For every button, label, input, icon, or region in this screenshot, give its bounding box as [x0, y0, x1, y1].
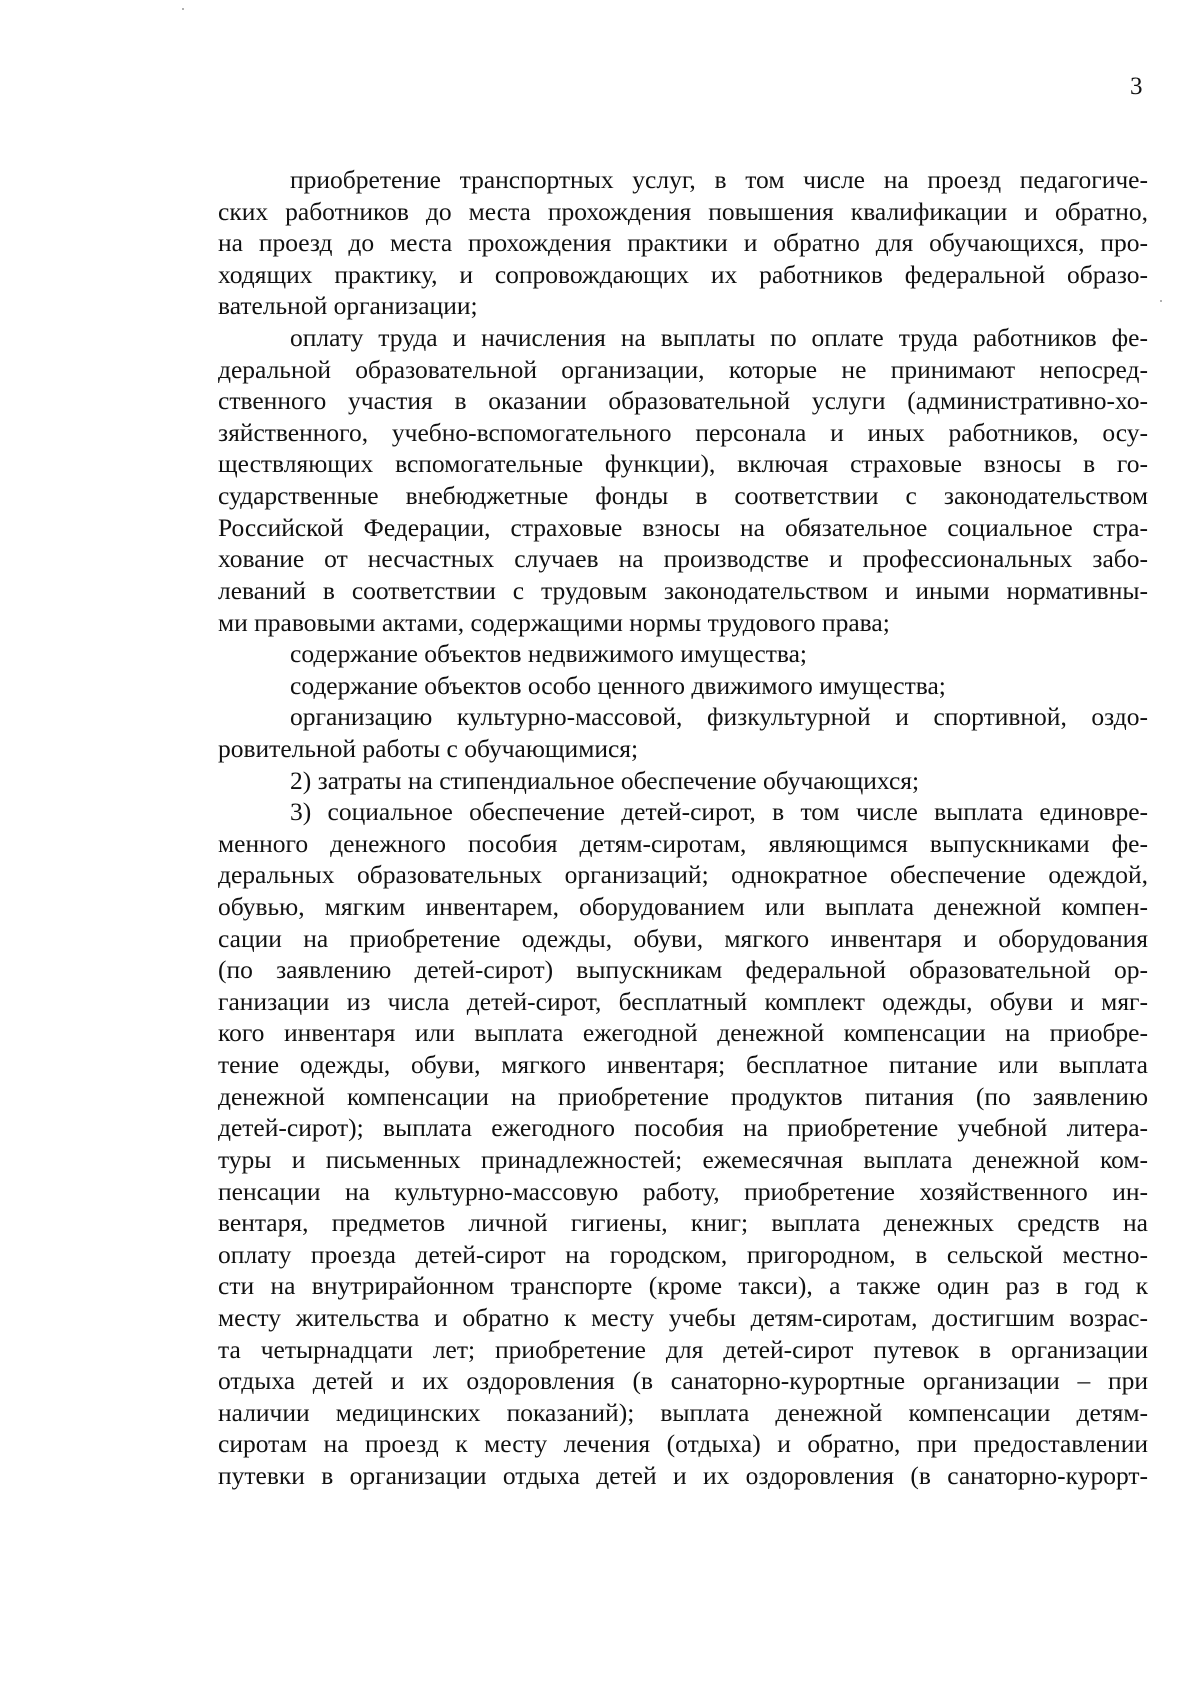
text-line: деральных образовательных организаций; однократное обеспечение одеждой, — [218, 860, 1148, 890]
scan-speck — [182, 8, 184, 10]
text-line: вательной организации; — [218, 291, 478, 321]
text-line: сации на приобретение одежды, обуви, мягкого инвентаря и оборудования — [218, 923, 1148, 953]
scan-speck — [1160, 300, 1162, 302]
text-line: 3) социальное обеспечение детей-сирот, в том числе выплата единовре- — [290, 797, 1148, 827]
text-line: тение одежды, обуви, мягкого инвентаря; бесплатное питание или выплата — [218, 1050, 1148, 1080]
text-line: содержание объектов недвижимого имущества; — [290, 639, 807, 669]
text-line: месту жительства и обратно к месту учебы детям-сиротам, достигшим возрас- — [218, 1302, 1148, 1332]
text-line: содержание объектов особо ценного движимого имущества; — [290, 670, 946, 700]
text-line: туры и письменных принадлежностей; ежемесячная выплата денежной ком- — [218, 1144, 1148, 1174]
text-line: ганизации из числа детей-сирот, бесплатный комплект одежды, обуви и мяг- — [218, 986, 1148, 1016]
text-line: ских работников до места прохождения повышения квалификации и обратно, — [218, 196, 1148, 226]
text-line: сударственные внебюджетные фонды в соответствии с законодательством — [218, 481, 1148, 511]
text-line: вентаря, предметов личной гигиены, книг; выплата денежных средств на — [218, 1208, 1148, 1238]
text-line: Российской Федерации, страховые взносы на обязательное социальное стра- — [218, 512, 1148, 542]
text-line: детей-сирот); выплата ежегодного пособия на приобретение учебной литера- — [218, 1113, 1148, 1143]
text-line: ми правовыми актами, содержащими нормы трудового права; — [218, 607, 890, 637]
text-line: деральной образовательной организации, которые не принимают непосред- — [218, 354, 1148, 384]
text-line: оплату труда и начисления на выплаты по оплате труда работников фе- — [290, 323, 1148, 353]
text-line: кого инвентаря или выплата ежегодной денежной компенсации на приобре- — [218, 1018, 1148, 1048]
text-line: путевки в организации отдыха детей и их оздоровления (в санаторно-курорт- — [218, 1460, 1148, 1490]
text-line: пенсации на культурно-массовую работу, приобретение хозяйственного ин- — [218, 1176, 1148, 1206]
text-line: оплату проезда детей-сирот на городском, пригородном, в сельской местно- — [218, 1239, 1148, 1269]
text-line: та четырнадцати лет; приобретение для детей-сирот путевок в организации — [218, 1334, 1148, 1364]
body-text — [218, 164, 1148, 1492]
text-line: менного денежного пособия детям-сиротам, являющимся выпускниками фе- — [218, 828, 1148, 858]
text-line: 2) затраты на стипендиальное обеспечение обучающихся; — [290, 765, 920, 795]
text-line: ровительной работы с обучающимися; — [218, 733, 639, 763]
text-line: ходящих практику, и сопровождающих их работников федеральной образо- — [218, 259, 1148, 289]
text-line: наличии медицинских показаний); выплата денежной компенсации детям- — [218, 1397, 1148, 1427]
text-line: хование от несчастных случаев на производстве и профессиональных забо- — [218, 544, 1148, 574]
text-line: леваний в соответствии с трудовым законодательством и иными нормативны- — [218, 575, 1148, 605]
text-line: ственного участия в оказании образовательной услуги (административно-хо- — [218, 386, 1148, 416]
text-line: приобретение транспортных услуг, в том числе на проезд педагогиче- — [290, 165, 1148, 194]
text-line: сиротам на проезд к месту лечения (отдыха) и обратно, при предоставлении — [218, 1429, 1148, 1459]
text-line: (по заявлению детей-сирот) выпускникам федеральной образовательной ор- — [218, 955, 1148, 985]
text-line: зяйственного, учебно-вспомогательного персонала и иных работников, осу- — [218, 417, 1148, 447]
text-line: отдыха детей и их оздоровления (в санаторно-курортные организации – при — [218, 1366, 1148, 1396]
text-line: обувью, мягким инвентарем, оборудованием или выплата денежной компен- — [218, 892, 1148, 922]
text-line: сти на внутрирайонном транспорте (кроме такси), а также один раз в год к — [218, 1271, 1148, 1301]
text-line: организацию культурно-массовой, физкультурной и спортивной, оздо- — [290, 702, 1148, 732]
text-line: денежной компенсации на приобретение продуктов питания (по заявлению — [218, 1081, 1148, 1111]
page-number: 3 — [1130, 73, 1143, 100]
text-line: на проезд до места прохождения практики и обратно для обучающихся, про- — [218, 228, 1148, 258]
text-line: ществляющих вспомогательные функции), включая страховые взносы в го- — [218, 449, 1148, 479]
